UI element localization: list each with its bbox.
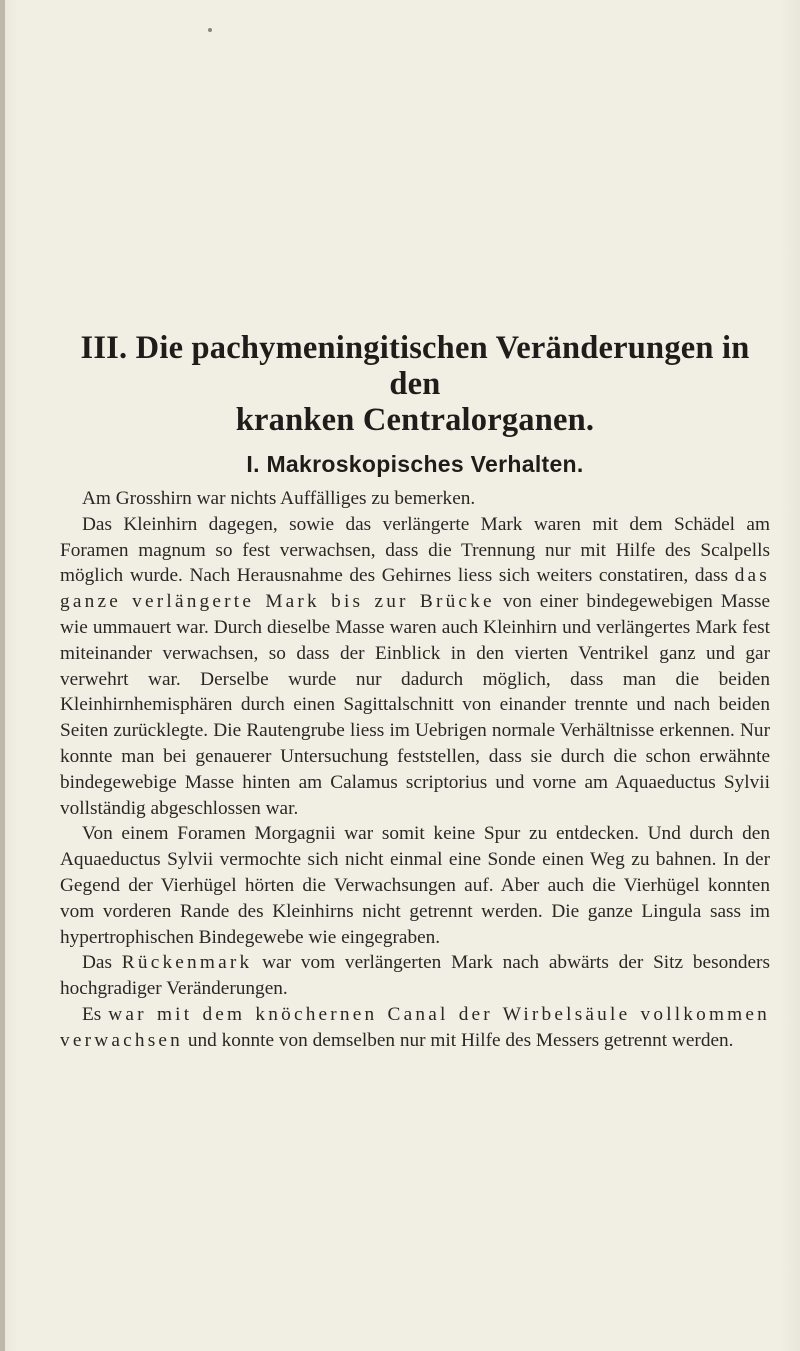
paragraph-5-text-end: und konnte von demselben nur mit Hilfe des Messers getrennt werden. bbox=[183, 1029, 734, 1051]
paragraph-2-text-end: von einer bindegewebigen Masse wie ummauert war. Durch dieselbe Masse waren auch Kleinhirn und verlängertes Mark fest miteinander verwachsen, so dass der Einblick in den vierten Ventrikel ganz und gar verwehrt war. Derselbe wurde nur dadurch möglich, dass man die beiden Kleinhirnhemisphären durch einen Sagittalschnitt von einander trennte und nach beiden Seiten zurücklegte. Die Rautengrube liess im Uebrigen normale Verhältnisse erkennen. Nur konnte man bei genauerer Untersuchung feststellen, dass sie durch die schon erwähnte bindegewebige Masse hinten am Calamus scriptorius und vorne am Aquaeductus Sylvii vollständig abgeschlossen war. bbox=[60, 591, 771, 819]
page-spine-edge bbox=[0, 0, 5, 1351]
paragraph-2-emphasis: das ganze verlängerte Mark bis zur Brücke bbox=[60, 565, 770, 613]
paragraph-3: Von einem Foramen Morgagnii war somit keine Spur zu entdecken. Und durch den Aquaeductus Sylvii vermochte sich nicht einmal eine Sonde einen Weg zu bahnen. In der Gegend der Vierhügel hörten die Verwachsungen auf. Aber auch die Vierhügel konnten vom vorderen Rande des Kleinhirns nicht getrennt werden. Die ganze Lingula sass im hypertrophischen Bindegewebe wie eingegraben. bbox=[60, 823, 770, 948]
paragraph-4-text-end: war vom verlängerten Mark nach abwärts der Sitz besonders hochgradiger Veränderungen. bbox=[60, 952, 770, 1000]
paragraph-2-text-start: Das Kleinhirn dagegen, sowie das verlängerte Mark waren mit dem Schädel am Foramen magnum so fest verwachsen, dass die Trennung nur mit Hilfe des Scalpells möglich wurde. Nach Herausnahme des Gehirnes liess sich weiters constatiren, dass bbox=[60, 513, 770, 587]
page-speck bbox=[208, 28, 212, 32]
paragraph-4-emphasis: Rückenmark bbox=[121, 952, 253, 974]
chapter-title bbox=[60, 330, 770, 438]
section-title: I. Makroskopisches Verhalten. bbox=[246, 451, 584, 477]
chapter-title-line-2: kranken Centralorganen. bbox=[235, 402, 595, 438]
paragraph-2 bbox=[60, 512, 770, 822]
paragraph-4 bbox=[60, 950, 770, 1002]
paragraph-5-text-start: Es bbox=[82, 1003, 109, 1025]
paragraph-1: Am Grosshirn war nichts Auffälliges zu bemerken. bbox=[82, 488, 476, 509]
chapter-title-line-1: III. Die pachymeningitischen Veränderungen in den bbox=[80, 330, 750, 402]
paragraph-5 bbox=[60, 1002, 770, 1054]
page-content bbox=[60, 330, 770, 1054]
paragraph-5-emphasis: war mit dem knöchernen Canal der Wirbelsäule vollkommen verwachsen bbox=[60, 1003, 770, 1051]
paragraph-4-text-start: Das bbox=[82, 952, 122, 974]
